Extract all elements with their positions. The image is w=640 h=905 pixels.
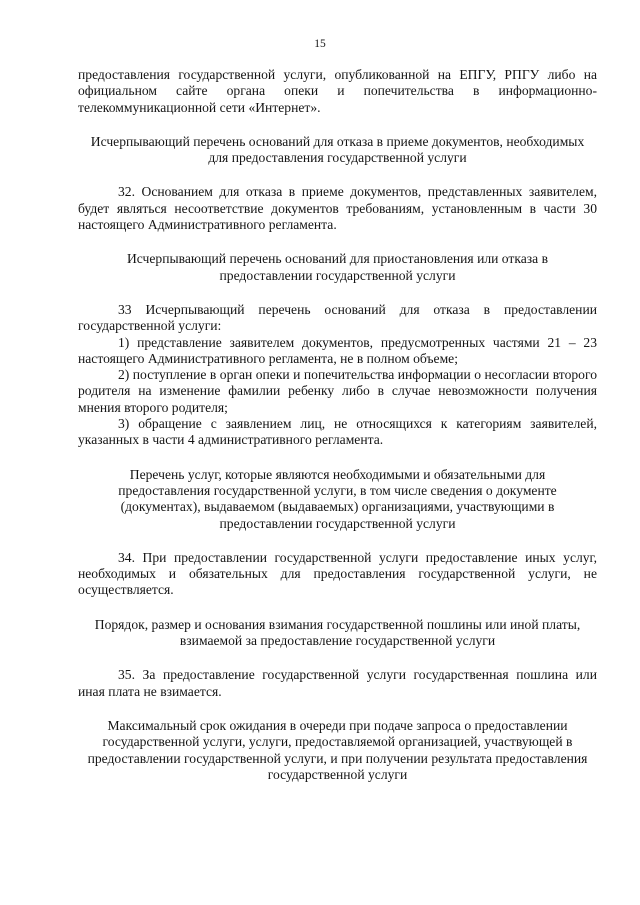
paragraph-35: 35. За предоставление государственной услуги государственная пошлина или иная плата не взимается. [78,667,597,699]
heading-required-services: Перечень услуг, которые являются необходимыми и обязательными для предоставления государственной услуги, в том числе сведения о документе (документах), выдаваемом (выдаваемых) организациями, участвующими в предоставлении государственной услуги [118,466,557,531]
heading-suspension-refusal: Исчерпывающий перечень оснований для приостановления или отказа в предоставлении государственной услуги [126,251,549,283]
heading-refusal-documents: Исчерпывающий перечень оснований для отказа в приеме документов, необходимых для предоставления государственной услуги [90,133,585,166]
document-body [78,67,597,783]
heading-queue-waiting-time: Максимальный срок ожидания в очереди при подаче запроса о предоставлении государственной услуги, услуги, предоставляемой организацией, участвующей в предоставлении государственной услуги, и при получении результата предоставления государственной услуги [87,717,588,782]
paragraph-33-item-2: 2) поступление в орган опеки и попечительства информации о несогласии второго родителя на изменение фамилии ребенку либо в случае невозможности получения мнения второго родителя; [78,367,597,415]
paragraph-continuation: предоставления государственной услуги, опубликованной на ЕПГУ, РПГУ либо на официальном сайте органа опеки и попечительства в информационно-телекоммуникационной сети «Интернет». [78,67,597,115]
heading-state-fee: Порядок, размер и основания взимания государственной пошлины или иной платы, взимаемой за предоставление государственной услуги [94,616,581,649]
paragraph-33: 33 Исчерпывающий перечень оснований для отказа в предоставлении государственной услуги: [78,301,597,334]
paragraph-33-item-3: 3) обращение с заявлением лиц, не относящихся к категориям заявителей, указанных в части 4 административного регламента. [78,416,597,448]
paragraph-33-item-1: 1) представление заявителем документов, предусмотренных частями 21 – 23 настоящего Административного регламента, не в полном объеме; [78,334,597,366]
paragraph-32: 32. Основанием для отказа в приеме документов, представленных заявителем, будет являться несоответствие документов требованиям, установленным в части 30 настоящего Административного регламента. [78,184,597,233]
page-number: 15 [314,38,326,50]
paragraph-34: 34. При предоставлении государственной услуги предоставление иных услуг, необходимых и обязательных для предоставления государственной услуги, не осуществляется. [78,549,597,598]
